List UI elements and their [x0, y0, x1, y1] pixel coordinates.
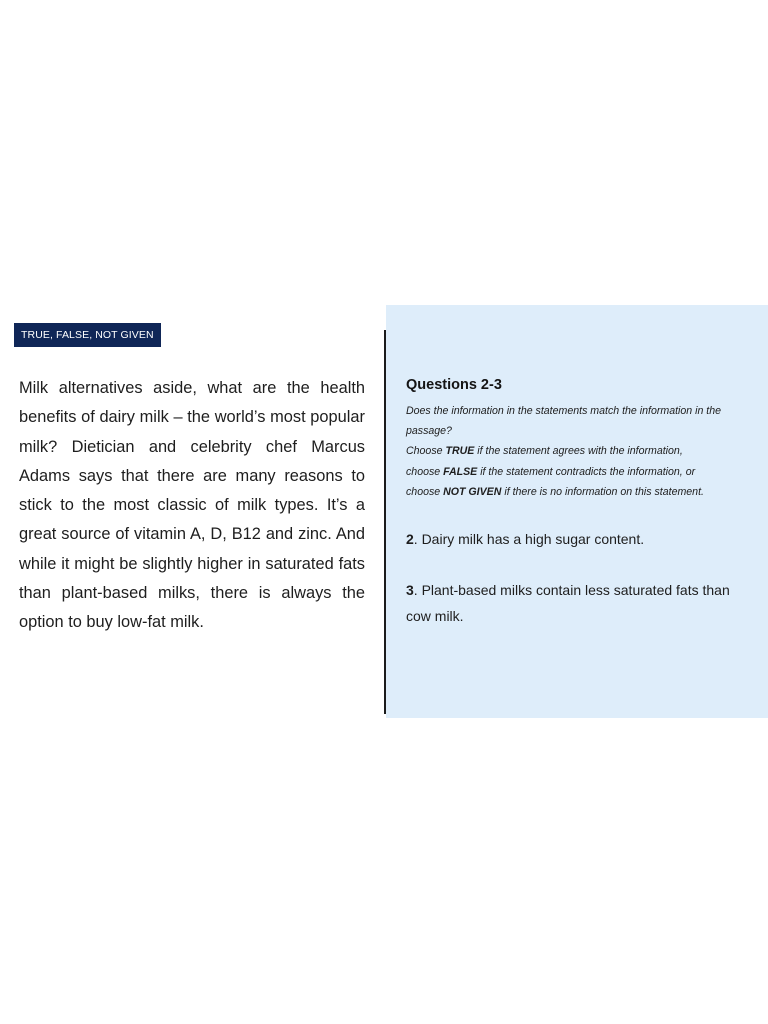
instruction-text: choose [406, 485, 444, 498]
instruction-line [406, 482, 751, 502]
instruction-text: if there is no information on this statement. [501, 485, 704, 498]
question-item [406, 526, 746, 552]
questions-title: Questions 2-3 [406, 377, 502, 393]
reading-passage: Milk alternatives aside, what are the health benefits of dairy milk – the world’s most popular milk? Dietician and celebrity chef Marcus Adams says that there are many reasons to stick to the most classic of milk types. It’s a great source of vitamin A, D, B12 and zinc. And while it might be slightly higher in saturated fats than plant-based milks, there is always the option to buy low-fat milk. [19, 379, 365, 632]
instruction-text: Choose [406, 445, 446, 458]
instruction-text: choose [406, 465, 444, 478]
instruction-line [406, 462, 751, 482]
section-badge: TRUE, FALSE, NOT GIVEN [14, 323, 161, 347]
question-text: . Plant-based milks contain less saturated fats than cow milk. [406, 582, 730, 624]
question-text: . Dairy milk has a high sugar content. [413, 531, 645, 547]
instruction-line: Does the information in the statements match the information in the passage? [406, 405, 722, 438]
instruction-line [406, 441, 751, 461]
question-number: 2 [406, 531, 414, 547]
question-number: 3 [406, 582, 414, 598]
instruction-text: if the statement contradicts the information, or [477, 465, 696, 478]
instruction-keyword: FALSE [443, 465, 478, 478]
questions-instructions [406, 401, 751, 502]
instruction-keyword: NOT GIVEN [443, 485, 502, 498]
question-item [406, 577, 746, 629]
instruction-keyword: TRUE [445, 445, 475, 458]
questions-panel [386, 305, 768, 718]
instruction-text: if the statement agrees with the information, [474, 445, 683, 458]
